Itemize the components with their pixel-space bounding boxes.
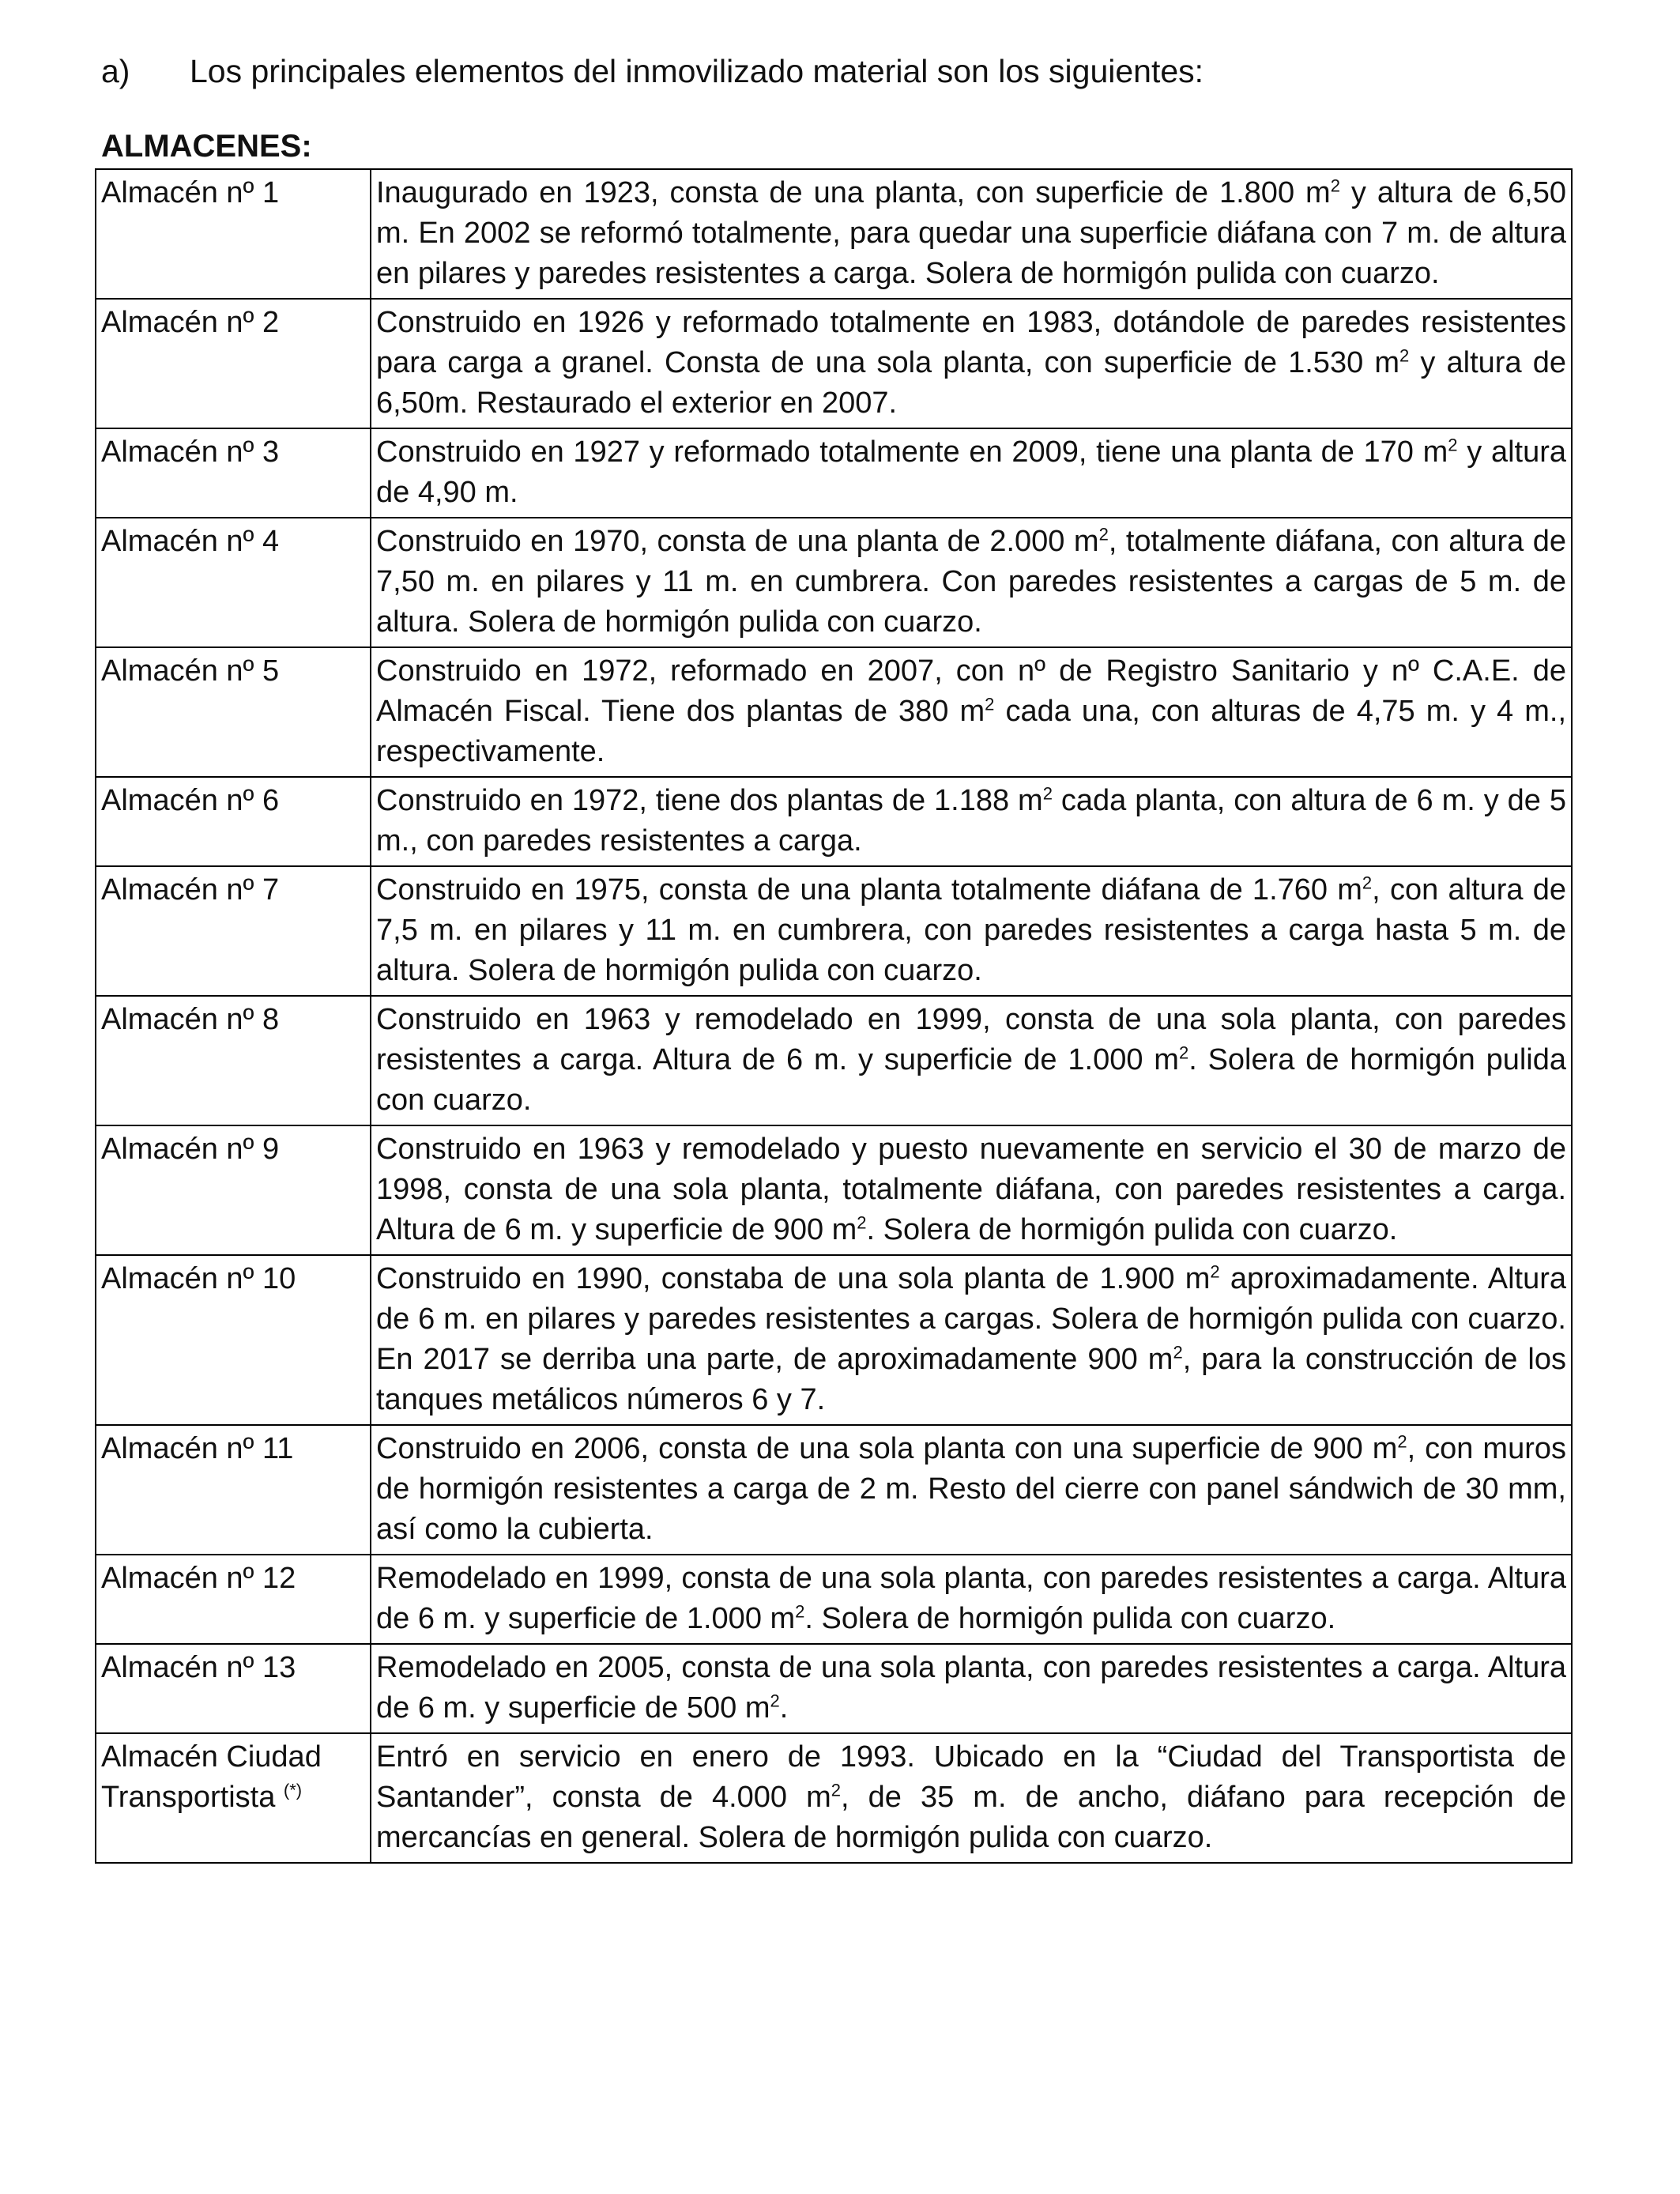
warehouse-name: Almacén nº 7: [101, 873, 280, 907]
warehouse-description: Entró en servicio en enero de 1993. Ubicado en la “Ciudad del Transportista de Santander”, consta de 4.000 $m^2$, de 35 m. de ancho, diáfano para recepción de mercancías en general. Solera de hormigón pulida con cuarzo.: [371, 1733, 1572, 1863]
warehouse-description: Construido en 1975, consta de una planta totalmente diáfana de 1.760 $m^2$, con altura de 7,5 m. en pilares y 11 m. en cumbrera, con paredes resistentes a carga hasta 5 m. de altura. Solera de hormigón pulida con cuarzo.: [371, 866, 1572, 996]
footnote-marker: (*): [283, 1780, 303, 1800]
section-heading: ALMACENES:: [101, 129, 312, 164]
warehouse-name: Almacén Ciudad Transportista: [101, 1740, 322, 1814]
warehouse-name-cell: [96, 1255, 371, 1425]
warehouse-name: Almacén nº 4: [101, 525, 280, 558]
warehouse-description: Construido en 1970, consta de una planta de 2.000 $m^2$, totalmente diáfana, con altura de 7,50 m. en pilares y 11 m. en cumbrera. Con paredes resistentes a cargas de 5 m. de altura. Solera de hormigón pulida con cuarzo.: [371, 518, 1572, 647]
warehouse-description: Construido en 1963 y remodelado en 1999, consta de una sola planta, con paredes resistentes a carga. Altura de 6 m. y superficie de 1.000 $m^2$. Solera de hormigón pulida con cuarzo.: [371, 996, 1572, 1125]
warehouse-name: Almacén nº 11: [101, 1432, 294, 1465]
warehouse-name-cell: [96, 428, 371, 518]
table-row: [96, 428, 1572, 518]
warehouse-name-cell: [96, 518, 371, 647]
warehouse-description: Remodelado en 1999, consta de una sola planta, con paredes resistentes a carga. Altura de 6 m. y superficie de 1.000 $m^2$. Solera de hormigón pulida con cuarzo.: [371, 1555, 1572, 1644]
warehouse-name: Almacén nº 9: [101, 1133, 280, 1166]
warehouse-table: [95, 168, 1573, 1864]
table-row: [96, 996, 1572, 1125]
warehouse-name-cell: [96, 777, 371, 866]
warehouse-name: Almacén nº 12: [101, 1562, 296, 1595]
warehouse-name: Almacén nº 2: [101, 306, 280, 339]
table-row: [96, 518, 1572, 647]
warehouse-description: Construido en 1927 y reformado totalmente en 2009, tiene una planta de 170 $m^2$ y altura de 4,90 m.: [371, 428, 1572, 518]
warehouse-description: Remodelado en 2005, consta de una sola planta, con paredes resistentes a carga. Altura de 6 m. y superficie de 500 $m^2$.: [371, 1644, 1572, 1733]
table-row: [96, 647, 1572, 777]
intro-text: Los principales elementos del inmovilizado material son los siguientes:: [190, 53, 1204, 89]
warehouse-name: Almacén nº 10: [101, 1262, 296, 1295]
warehouse-name: Almacén nº 3: [101, 435, 280, 469]
warehouse-name-cell: [96, 996, 371, 1125]
warehouse-name: Almacén nº 1: [101, 176, 280, 209]
warehouse-name-cell: [96, 1125, 371, 1255]
warehouse-description: Construido en 1972, reformado en 2007, con nº de Registro Sanitario y nº C.A.E. de Almacén Fiscal. Tiene dos plantas de 380 $m^2$ cada una, con alturas de 4,75 m. y 4 m., respectivamente.: [371, 647, 1572, 777]
warehouse-name-cell: [96, 866, 371, 996]
warehouse-name-cell: [96, 299, 371, 428]
table-row: [96, 777, 1572, 866]
warehouse-name: Almacén nº 6: [101, 784, 280, 817]
warehouse-name-cell: [96, 169, 371, 299]
table-row: [96, 1555, 1572, 1644]
table-row: [96, 866, 1572, 996]
warehouse-name: Almacén nº 8: [101, 1003, 280, 1036]
list-marker: a): [101, 53, 130, 89]
warehouse-description: Construido en 2006, consta de una sola planta con una superficie de 900 $m^2$, con muros de hormigón resistentes a carga de 2 m. Resto del cierre con panel sándwich de 30 mm, así como la cubierta.: [371, 1425, 1572, 1555]
warehouse-name-cell: [96, 647, 371, 777]
intro-line: [101, 51, 1203, 92]
warehouse-name-cell: [96, 1644, 371, 1733]
table-row: [96, 1125, 1572, 1255]
table-row: [96, 1644, 1572, 1733]
warehouse-description: Construido en 1990, constaba de una sola planta de 1.900 $m^2$ aproximadamente. Altura de 6 m. en pilares y paredes resistentes a cargas. Solera de hormigón pulida con cuarzo. En 2017 se derriba una parte, de aproximadamente 900 $m^2$, para la construcción de los tanques metálicos números 6 y 7.: [371, 1255, 1572, 1425]
warehouse-name: Almacén nº 13: [101, 1651, 296, 1684]
table-row: [96, 299, 1572, 428]
warehouse-name: Almacén nº 5: [101, 654, 280, 688]
warehouse-description: Inaugurado en 1923, consta de una planta, con superficie de 1.800 $m^2$ y altura de 6,50 m. En 2002 se reformó totalmente, para quedar una superficie diáfana con 7 m. de altura en pilares y paredes resistentes a carga. Solera de hormigón pulida con cuarzo.: [371, 169, 1572, 299]
warehouse-name-cell: [96, 1425, 371, 1555]
table-row: [96, 1733, 1572, 1863]
warehouse-description: Construido en 1972, tiene dos plantas de 1.188 $m^2$ cada planta, con altura de 6 m. y de 5 m., con paredes resistentes a carga.: [371, 777, 1572, 866]
warehouse-name-cell: [96, 1555, 371, 1644]
table-row: [96, 1255, 1572, 1425]
warehouse-description: Construido en 1963 y remodelado y puesto nuevamente en servicio el 30 de marzo de 1998, consta de una sola planta, totalmente diáfana, con paredes resistentes a carga. Altura de 6 m. y superficie de 900 $m^2$. Solera de hormigón pulida con cuarzo.: [371, 1125, 1572, 1255]
warehouse-name-cell: [96, 1733, 371, 1863]
table-row: [96, 169, 1572, 299]
warehouse-description: Construido en 1926 y reformado totalmente en 1983, dotándole de paredes resistentes para carga a granel. Consta de una sola planta, con superficie de 1.530 $m^2$ y altura de 6,50m. Restaurado el exterior en 2007.: [371, 299, 1572, 428]
warehouse-table-body: [96, 169, 1572, 1863]
table-row: [96, 1425, 1572, 1555]
